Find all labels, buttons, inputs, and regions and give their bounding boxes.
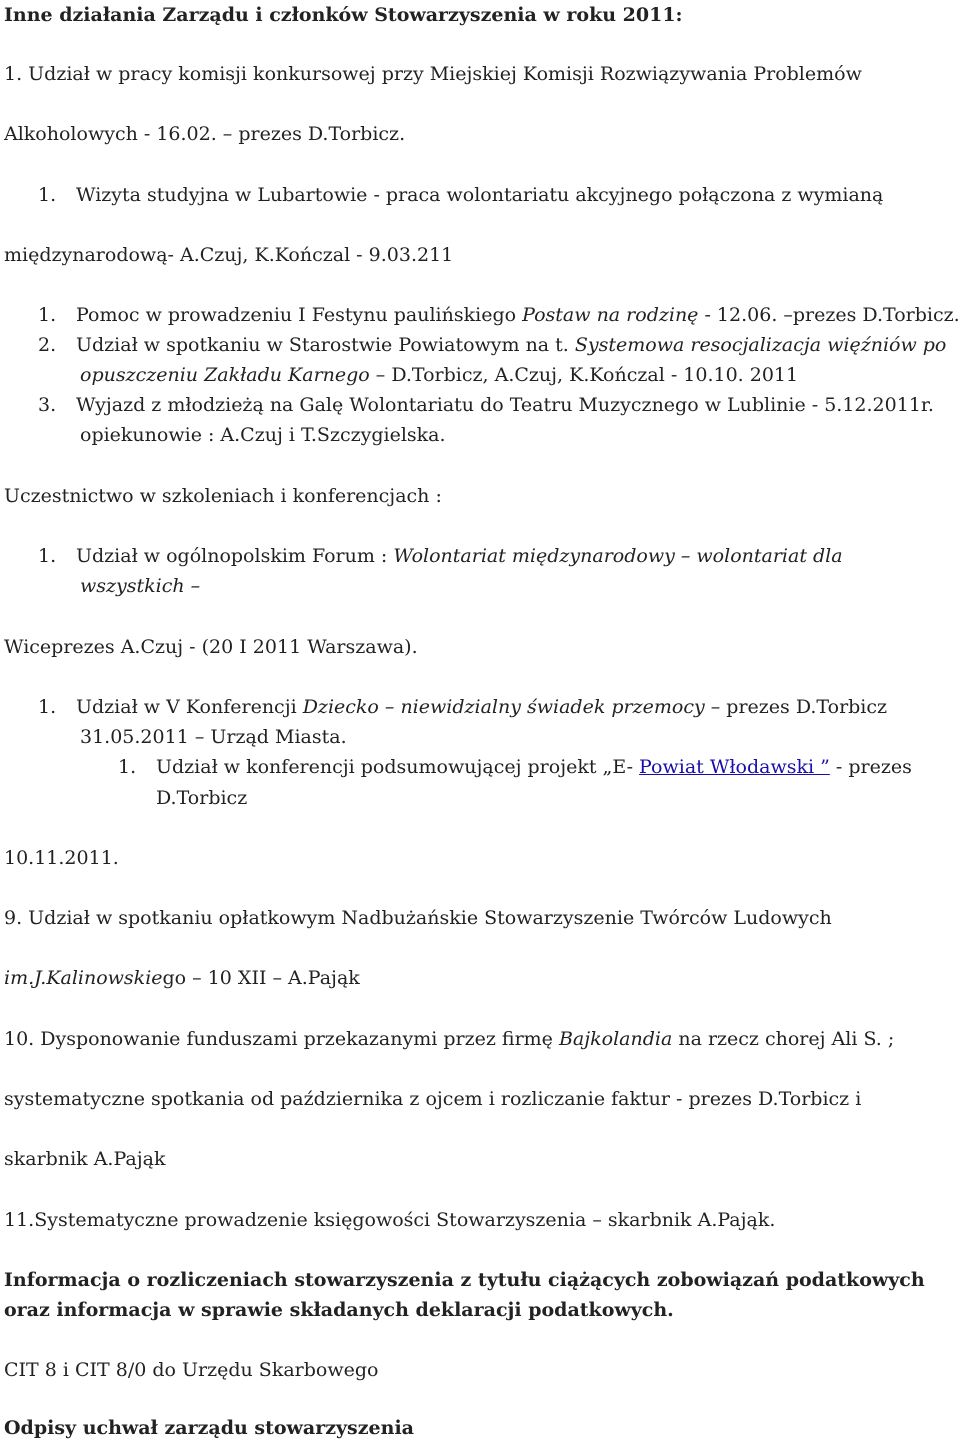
list-number: 1. (38, 545, 57, 567)
section-heading-tax-line2: oraz informacja w sprawie składanych deklaracji podatkowych. (4, 1299, 674, 1321)
forum-title-line2: wszystkich – (80, 575, 201, 597)
list-number: 3. (38, 394, 57, 416)
list-item-study-visit (4, 183, 883, 207)
list-item-text: 10. Dysponowanie funduszami przekazanymi przez firmę (4, 1028, 559, 1050)
list-item-festival (4, 303, 960, 327)
meeting-topic: Systemowa resocjalizacja więźniów po (574, 334, 947, 356)
list-item-text: Pomoc w prowadzeniu I Festynu paulińskiego (76, 304, 523, 326)
list-item-text: - 12.06. –prezes D.Torbicz. (698, 304, 960, 326)
list-item-volunteer-gala-line2: opiekunowie : A.Czuj i T.Szczygielska. (80, 424, 446, 446)
patron-name: im.J.Kalinowskie (4, 967, 163, 989)
list-number: 1. (38, 696, 57, 718)
section-heading-tax-line1: Informacja o rozliczeniach stowarzyszenia z tytułu ciążących zobowiązań podatkowych (4, 1269, 925, 1291)
list-number: 2. (38, 334, 57, 356)
company-name: Bajkolandia (558, 1028, 673, 1050)
forum-title: Wolontariat międzynarodowy – wolontariat dla (393, 545, 843, 567)
list-item-commission-line1: 1. Udział w pracy komisji konkursowej przy Miejskiej Komisji Rozwiązywania Problemów (4, 63, 862, 85)
list-number: 1. (118, 756, 137, 778)
list-item-project-conference-line2: D.Torbicz (156, 787, 248, 809)
list-item-text: na rzecz chorej Ali S. ; (672, 1028, 895, 1050)
list-item-text: Udział w ogólnopolskim Forum : (76, 545, 394, 567)
list-item-9-line2 (4, 966, 360, 990)
list-item-text: – D.Torbicz, A.Czuj, K.Kończal - 10.10. 2011 (369, 364, 799, 386)
cit-declaration-line: CIT 8 i CIT 8/0 do Urzędu Skarbowego (4, 1359, 379, 1381)
list-item-11: 11.Systematyczne prowadzenie księgowości Stowarzyszenia – skarbnik A.Pająk. (4, 1209, 776, 1231)
list-item-study-visit-line2: międzynarodową- A.Czuj, K.Kończal - 9.03.211 (4, 244, 454, 266)
list-item-project-conference (118, 755, 912, 779)
list-item-conference-line2: 31.05.2011 – Urząd Miasta. (80, 726, 347, 748)
list-item-text: – prezes D.Torbicz (704, 696, 888, 718)
list-item-text: go – 10 XII – A.Pająk (162, 967, 360, 989)
event-title: Postaw na rodzinę (522, 304, 699, 326)
list-item-10-line2: systematyczne spotkania od października z ojcem i rozliczanie faktur - prezes D.Torbicz i (4, 1088, 862, 1110)
section-heading-trainings: Uczestnictwo w szkoleniach i konferencjach : (4, 485, 442, 507)
list-item-commission-line2: Alkoholowych - 16.02. – prezes D.Torbicz. (4, 123, 406, 145)
conference-title: Dziecko – niewidzialny świadek przemocy (302, 696, 705, 718)
list-item-conference (4, 695, 887, 719)
list-number: 1. (38, 184, 57, 206)
list-item-9: 9. Udział w spotkaniu opłatkowym Nadbużańskie Stowarzyszenie Twórców Ludowych (4, 907, 832, 929)
list-item-text: - prezes (829, 756, 912, 778)
meeting-topic: opuszczeniu Zakładu Karnego (80, 364, 370, 386)
powiat-wlodawski-link[interactable]: Powiat Włodawski ” (639, 756, 830, 778)
list-item-10 (4, 1027, 894, 1051)
list-item-forum (4, 544, 843, 568)
list-item-starostwo-meeting (4, 333, 946, 357)
list-item-volunteer-gala (4, 393, 934, 417)
list-item-text: Udział w V Konferencji (76, 696, 303, 718)
date-line: 10.11.2011. (4, 847, 119, 869)
list-number: 1. (38, 304, 57, 326)
list-item-forum-attendee: Wiceprezes A.Czuj - (20 I 2011 Warszawa). (4, 636, 418, 658)
section-heading-activities: Inne działania Zarządu i członków Stowarzyszenia w roku 2011: (4, 4, 683, 26)
list-item-starostwo-line2 (80, 363, 798, 387)
list-item-text: Wizyta studyjna w Lubartowie - praca wolontariatu akcyjnego połączona z wymianą (76, 184, 884, 206)
section-heading-resolutions: Odpisy uchwał zarządu stowarzyszenia (4, 1417, 414, 1439)
list-item-text: Udział w spotkaniu w Starostwie Powiatowym na t. (76, 334, 575, 356)
list-item-text: Wyjazd z młodzieżą na Galę Wolontariatu do Teatru Muzycznego w Lublinie - 5.12.2011r. (76, 394, 934, 416)
list-item-10-line3: skarbnik A.Pająk (4, 1148, 166, 1170)
list-item-text: Udział w konferencji podsumowującej projekt „E- (156, 756, 640, 778)
